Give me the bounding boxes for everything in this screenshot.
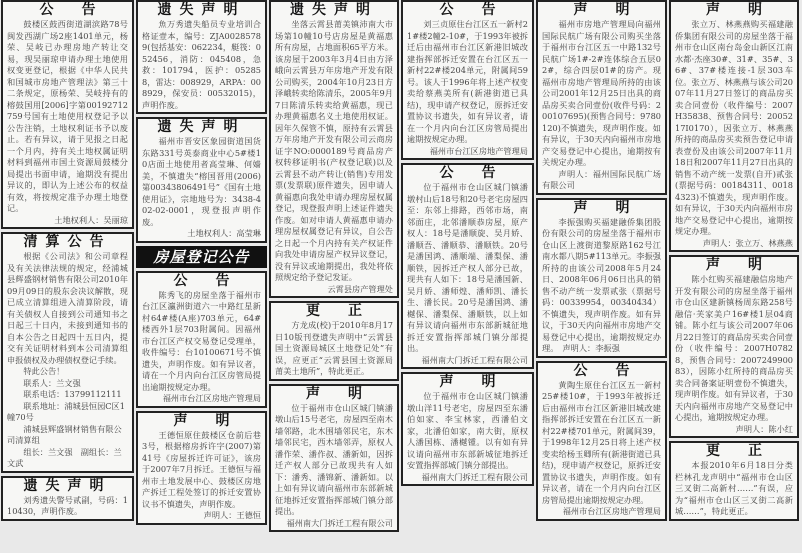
notice-title: 公告: [439, 2, 524, 18]
notice-box: [536, 361, 667, 521]
notice-box: [401, 372, 534, 486]
notice-body: 陈秀飞的房屋坐落于福州市台江区瀛洲街道六一中路红星新村64#楼(A座)703单元，64#楼西外1层703附属间。因福州市台江区产权交易登记受理单，收件编号：台10100671号不慎遗失，声明作废。如有异议者，请在一个月内向台江区房管局提出逾期按规定办理。: [142, 289, 261, 392]
notice-title: 公告: [439, 165, 524, 181]
page-column: [1, 0, 134, 521]
notice-body: 位于福州市仓山区城门镇潘墩山洋11号老宅，房屋四至东潘伯如家、李宝林家，西潘伯文家，北潘伯如家，南大街，原权人潘国栋、潘樾锺。以有如有异议请向福州市东部新城征地拆迁安置指挥部城门镇分部提出。: [407, 391, 528, 470]
notice-box: [401, 163, 534, 369]
notice-signature: 福州南大门拆迁工程有限公司: [286, 517, 393, 528]
notice-line: 联系人：兰文强: [23, 377, 81, 388]
notice-box: [669, 0, 799, 252]
house-registration-banner: 房屋登记公告: [136, 246, 267, 268]
notice-body: 方龙成(校)于2010年8月17日10版刊登遗失声明中“云霄县国土资源局城区土地登记处”有误，应更正“云霄县国土资源局莆美土地所”，特此更正。: [275, 320, 393, 376]
notice-body: 位于福州市仓山区城门镇潘墩村山后18号和20号老宅房屋四至：东邻上排路，西邻市场，南邻面庄，北邻潘顺恭房屋，原产权人：18号是潘顺旋、吴月娇、潘顺吾、潘顺恭、潘顺铁。20号是潘国鸿、潘顺端、潘梨保、潘顺铁，因拆迁产权人部分已故，现共有人如下：18号是潘国新、吴月娇、潘师煌、潘师凯、潘长生、潘长民。20号是潘国鸿、潘樾保、潘梨保、潘顺铁，以上如有异议请向福州市东部新城征地拆迁安置指挥部城门镇分部提出。: [407, 182, 528, 353]
notice-body: 福州市房地产管理局向福州国际民航广场有限公司购买坐落于福州市台江区五一中路132号民航广场1#-2#连体综合五层02#，综合四层01#的房产。现福州市房地产管理局所持的由该公司2001年12月25日出具的商品房买卖合同壹份(收件号码：200107695)(预售合同号：9780120)不慎遗失，现声明作废。如有异议，于30天内向福州市房地产交易登记中心提出，逾期按有关规定办理。: [542, 19, 661, 167]
notice-box: [136, 117, 267, 243]
notice-title: 声明: [573, 199, 658, 216]
notice-title: 公告: [173, 272, 258, 289]
notice-box: [536, 0, 667, 195]
notice-signature: 福州市台江区房地产管理局: [162, 393, 261, 403]
notice-body: 位于福州市仓山区城门镇潘墩山后15号老宅，房屋四至南木墙邻路，北木围墙邻民宅，东木墙邻民宅，西木墙邻弄，原权人潘作荣、潘作叔、潘新如，因拆迁产权人部分已故现共有人如下：潘秀、潘锦新、潘新如。以上如有异议请向福州市东部新城征地拆迁安置指挥部城门镇分部提出。: [275, 402, 393, 516]
notice-title: 遗失声明: [157, 2, 246, 18]
page-column: [136, 0, 267, 525]
notice-signature: 云霄县房产管理处: [327, 283, 393, 294]
notice-box: [401, 0, 534, 160]
notice-title: 遗失声明: [157, 119, 246, 135]
notice-line: 联系地址：浦城县恒园C区1幢70号: [7, 400, 125, 422]
notice-box: [669, 255, 799, 438]
notice-body: 福州市晋安区象园街道国货东路331号英泰商业中心5#楼10店面土地使用者高莹琳、何嫱美，不慎遗失“榕国晋用(2006)第00343806491号”《国有土地使用证》，宗地地号为：3438-402-02-0001，现登报声明作废。: [142, 136, 261, 227]
notice-box: [669, 441, 799, 521]
notice-signature: 福州市台江区房地产管理局: [562, 506, 661, 516]
notice-body: 黄陶生原住台江区五一新村25#楼10#，于1993年被拆迁后由福州市台江区新港旧城改建指挥部拆迁安置在台江区五一新村22#楼701单元，附属间39，于1998年12月25日将上述产权变卖给杨玉卿所有(新港街道已具结)，现申请产权登记，原拆迁安置协议书遗失，声明作废。如有异议者，请在一个月内向台江区房管局提出逾期按规定办理。: [542, 379, 661, 505]
notice-signature: 声明人：陈小红: [735, 423, 793, 434]
notice-body: 根据《公司法》和公司章程及有关法律法规的规定，经浦城县辉盛钢材销售有限公司2010年09月09日的股东会决议解散，现已成立清算组进入清算阶段，请有关债权人自接到公司通知书之日起三十日内，未接到通知书的自本公告之日起四十五日内，提交有关证明材料到本公司清算组申报债权及办理债权登记手续。: [7, 251, 128, 365]
page-column: [401, 0, 534, 486]
notice-box: [136, 0, 267, 114]
notice-box: [1, 476, 134, 521]
notice-title: 声明: [173, 412, 258, 429]
notice-title: 遗失声明: [23, 477, 112, 494]
notice-line: 联系电话：13799112111: [23, 389, 122, 399]
notice-title: 声明: [306, 385, 390, 402]
notice-signature: 福州南大门拆迁工程有限公司: [421, 471, 528, 482]
notice-title: 声明: [439, 374, 524, 390]
notice-box: [136, 411, 267, 525]
notice-title: 更正: [306, 303, 390, 319]
notice-signature: 声明人：王德恒: [203, 510, 261, 520]
notice-body: 魚万秀遗失船员专业培训合格证壹本，编号：ZJA00285789(包括基安：062234，艇筏：052456，消防：045408，急救：101794，医护：052858，雷达：008929，ARPA：008929，保安员：00532015)，声明作废。: [142, 19, 261, 110]
page-column: [269, 0, 399, 532]
notice-title: 更正: [706, 443, 790, 459]
notice-box: [136, 271, 267, 408]
notice-box: [269, 0, 399, 298]
notice-body: 本报2010年6月18日分类栏林孔龙声明中“福州市仓山区三叉街二高新村……”有误，应为“福州市仓山区三叉街二高新城……”，特此更正。: [675, 460, 793, 516]
page-column: [669, 0, 799, 521]
notice-body: 张立万、林燕燕购买福建融侨集团有限公司的房屋坐落于福州市仓山区南台岛金山新区江南水都·杰座30#、31#、35#、36#、37#楼连接-1层303车位。张立万、林燕燕与该公司2007年11月27日签订的商品房买卖合同壹份（收件编号：2007H35838、预售合同号：2005217I0170），因张立万、林燕燕所持的商品房买卖预告登记申请表壹份及由该公司2007年11月18日和2007年11月27日出具的销售不动产统一发票(自开)贰张(票据号码：00184311、00184323)不慎遗失，现声明作废。如有异议，于30天内向福州市房地产交易登记中心提出，逾期按规定办理。: [675, 19, 793, 236]
notice-signature: 福州市台江区房地产管理局: [429, 145, 528, 156]
notice-body: 鼓楼区鼓西街道湖滨路78号闽发西湖广场2座1401单元，杨荣、吴岐已办理房地产转让交易，现吴丽琼申请办理土地使用权变更登记，根据《中华人民共和国城市房地产管理法》第三十二条规定，原杨荣、吴岐持有的榕鼓国用[2006]字第00192712759号国有土地使用权登记予以公告注销，土地权利证书予以废止。若有异议，请于见报之日起一个月内，持有关土地权属证明材料到福州市国土资源局鼓楼分局提出书面申请，逾期没有提出异议的，即认为上述公布的权益有效，将按规定准予办理土地登记。: [7, 19, 128, 213]
notice-box: [1, 0, 134, 229]
notice-body: 王德恒原住鼓楼区仓前后巷3号，根据榕房拆许字(2007)第41号《房屋拆迁许可证》，该房于2007年7月拆迁。王德恒与福州市土地发展中心、鼓楼区房地产拆迁工程处签订的拆迁安置协议书不慎遗失，声明作废。: [142, 429, 261, 509]
notice-body: 刘三贞原住台江区五一新村21#楼2幢2-10#，于1993年被拆迁后由福州市台江区新港旧城改建指挥部拆迁安置在台江区五一新村22#楼204单元，附属间59号。该人于1996年将上述产权变卖给蔡燕美所有(新港街道已具结)，现申请产权登记，原拆迁安置协议书遗失，如有异议者，请在一个月内向台江区房管局提出逾期按规定办理。: [407, 19, 528, 144]
notice-body: 李振强购买福建融侨集团股份有限公司的房屋坐落于福州市仓山区上渡街道黎原路162号江南水都八期5#113单元。李振强所持的由该公司2008年5月24日、2008年06月06日出具的销售不动产统一发票贰张（票据号码：00339954，00340434）不慎遗失，现声明作废。如有异议，于30天内向福州市房地产交易登记中心提出，逾期按规定办理。 声明人：李振强: [542, 216, 661, 353]
notice-box: [269, 301, 399, 381]
notice-title: 声明: [706, 2, 790, 18]
notice-signature: 福州南大门拆迁工程有限公司: [421, 354, 528, 365]
notice-box: [269, 384, 399, 533]
notice-title: 公告: [573, 362, 658, 379]
notice-line: 浦城县辉盛钢材销售有限公司清算组: [7, 423, 122, 445]
notice-signature: 土地权利人：高莹琳: [187, 228, 261, 238]
notice-line: 特此公告！: [23, 366, 65, 376]
notice-box: [1, 232, 134, 473]
notice-title: 清算公告: [23, 234, 112, 250]
notice-signature: 土地权利人：吴丽琼: [54, 214, 128, 225]
notice-box: [536, 198, 667, 358]
notice-title: 遗失声明: [290, 2, 378, 18]
notice-body: 陈小红购买福建融信房地产开发有限公司的房屋坐落于福州市仓山区建新镇杨周东路258号融信·芙家美户16#楼1层04商铺。陈小红与该公司2007年06月22日签订的商品房买卖合同壹份（收件编号：2007H07828，预售合同号：200724990083），因陈小红所持的商品房买卖合同备案证明壹份不慎遗失，现声明作废。如有异议者，于30天内向福州市房地产交易登记中心提出，逾期按规定办理。: [675, 274, 793, 422]
notice-line: 组长：兰文强 副组长：兰文武: [7, 446, 122, 468]
notice-title: 声明: [706, 257, 790, 273]
notice-title: 公告: [39, 2, 124, 18]
notice-body: 坐落云霄县莆美镇沛南大市场第10幢10号店房屋是黄福惠所有房屋，占地面积65平方米。该房屋于2003年3月4日由方泽峨向云霄县万年房地产开发有限公司购买，2004年10月23日方泽峨转卖给陈清乐，2005年9月7日陈清乐转卖给黄福惠，现已办理黄福惠名义土地使用权证。因年久保管不慎，原持有云霄县万年房地产开发有限公司云商房证字NO:0000189号商品房产权转移证明书(产权登记联)以及云霄县不动产转让(销售)专用发票(发票联)原件遗失，因申请人黄福惠向我处申请办理房屋权属登记，现登报声明上述证件遗失作废。如对申请人黄福惠申请办理房屋权属登记有异议，自公告之日起一个月内持有关产权证件向我处申请房屋产权异议登记，没有异议或逾期提出，我处将依照规定给予登记发证。: [275, 19, 393, 282]
notice-body: 声明人：福州国际民航广场有限公司: [542, 168, 661, 190]
notice-signature: 声明人：张立万、林燕燕: [702, 237, 793, 248]
page-column: [536, 0, 667, 521]
notice-title: 声明: [573, 2, 658, 18]
notice-body: 刘秀遗失警号贰副，号码：110430，声明作废。: [7, 494, 128, 516]
